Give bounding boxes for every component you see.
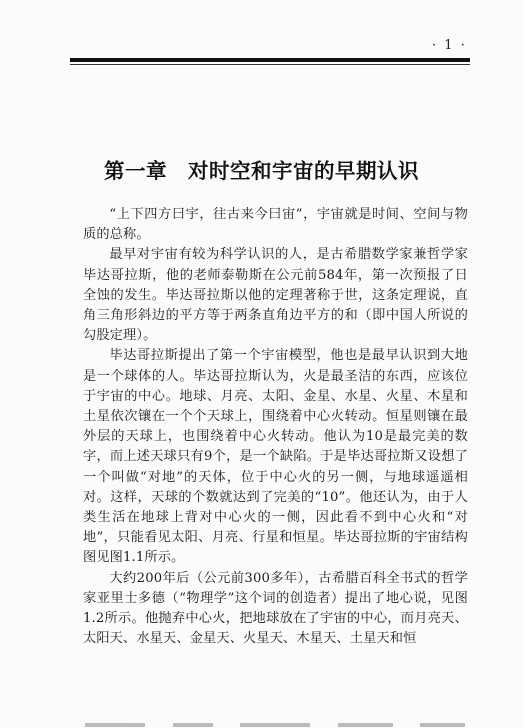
body-text: [83, 205, 468, 649]
paragraph: “上下四方曰宇，往古来今曰宙”，宇宙就是时间、空间与物质的总称。: [83, 207, 468, 243]
paragraph: 最早对宇宙有较为科学认识的人，是古希腊数学家兼哲学家毕达哥拉斯，他的老师泰勒斯在公元前584年，第一次预报了日全蚀的发生。毕达哥拉斯以他的定理著称于世，这条定理说，直角三角形斜边的平方等于两条直角边平方的和（即中国人所说的勾股定理）。: [83, 247, 468, 344]
bleed-through-marks: [85, 718, 465, 728]
header-rule-thick: [70, 58, 470, 62]
paragraph: 大约200年后（公元前300多年），古希腊百科全书式的哲学家亚里士多德（“物理学”这个词的创造者）提出了地心说，见图1.2所示。他抛弃中心火，把地球放在了宇宙的中心，而月亮天、太阳天、水星天、金星天、火星天、木星天、土星天和恒: [83, 570, 468, 647]
paragraph: 毕达哥拉斯提出了第一个宇宙模型，他也是最早认识到大地是一个球体的人。毕达哥拉斯认为，火是最圣洁的东西，应该位于宇宙的中心。地球、月亮、太阳、金星、水星、火星、木星和土星依次镶在一个个天球上，围绕着中心火转动。恒星则镶在最外层的天球上，也围绕着中心火转动。他认为10是最完美的数字，而上述天球只有9个，是一个缺陷。于是毕达哥拉斯又设想了一个叫做“对地”的天体，位于中心火的另一侧，与地球遥遥相对。这样，天球的个数就达到了完美的“10”。他还认为，由于人类生活在地球上背对中心火的一侧，因此看不到中心火和“对地”，只能看见太阳、月亮、行星和恒星。毕达哥拉斯的宇宙结构图见图1.1所示。: [83, 348, 468, 566]
page-number: · 1 ·: [432, 38, 467, 53]
header-rule-thin: [70, 64, 470, 65]
chapter-title: 第一章 对时空和宇宙的早期认识: [104, 158, 419, 183]
